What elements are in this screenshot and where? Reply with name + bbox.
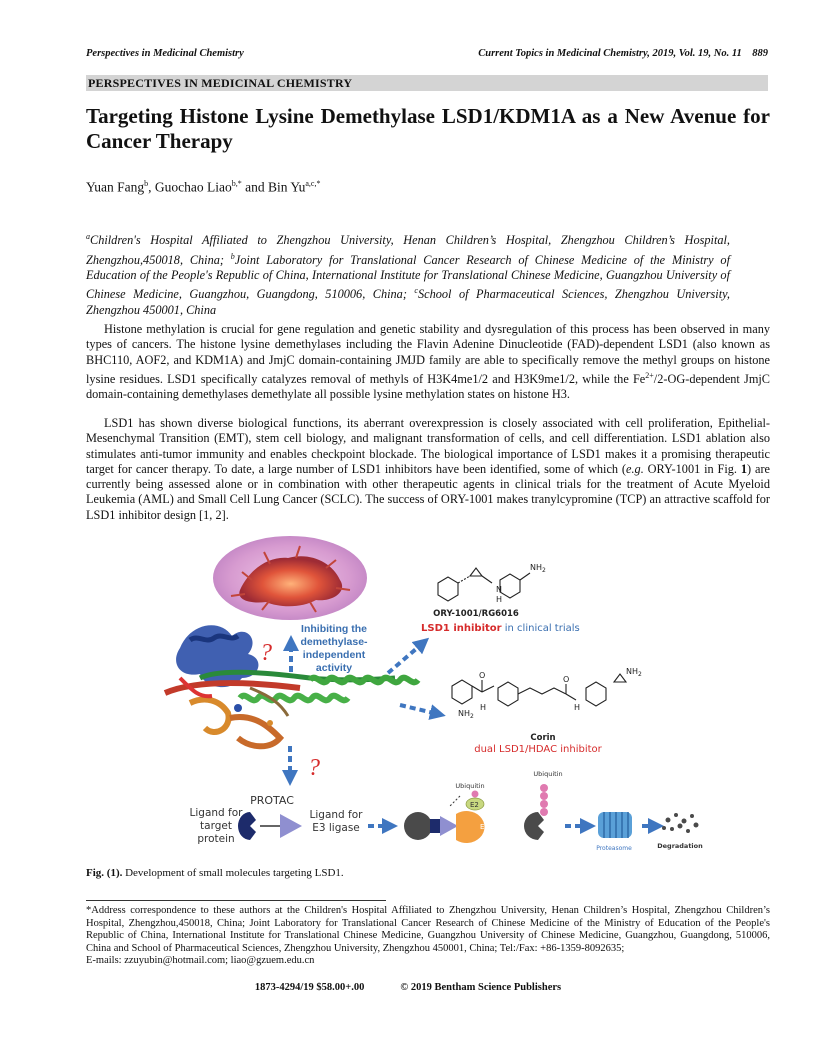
proteasome-icon <box>598 812 632 838</box>
svg-text:Ligand for: Ligand for <box>309 809 363 821</box>
ligand-e3-label <box>310 809 364 834</box>
arrow-to-ory <box>388 643 423 673</box>
ory-n: N <box>496 585 502 594</box>
figure-1 <box>120 528 720 858</box>
degradation-fragments <box>662 813 699 833</box>
corin-o-right: O <box>563 675 570 684</box>
running-header-right <box>478 48 768 59</box>
ubiquitinated-target <box>524 784 548 840</box>
protac-molecule <box>238 812 302 840</box>
page-footer <box>0 982 816 993</box>
svg-text:activity: activity <box>315 662 353 674</box>
running-header-left: Perspectives in Medicinal Chemistry <box>86 48 244 59</box>
ubiquitin-label: Ubiquitin <box>533 770 563 778</box>
e2-label: E2 <box>470 801 479 809</box>
lsd1-inhibitor-label: LSD1 inhibitor in clinical trials <box>421 623 580 634</box>
author-name: Yuan Fang <box>86 179 145 195</box>
degradation-label: Degradation <box>657 842 703 850</box>
affiliations: $^a$Children's Hospital Affiliated to Zhengzhou University, Henan Children’s Hospital, Zhengzhou Children’s Hospital, Zhengzhou,450018, China; $^b$Joint Laboratory for Translational Cancer Research of Chinese Medicine of the Ministry of Education of the People's Republic of China, International Institute for Translational Chinese Medicine, Guangzhou University of Chinese Medicine, Guangzhou, Guangdong, 510006, China; $^c$School of Pharmaceutical Sciences, Zhengzhou University, Zhengzhou 450001, China <box>86 232 730 317</box>
correspondence-footnote: *Address correspondence to these authors at the Children's Hospital Affiliated to Zhengzhou University, Henan Children’s Hospital, Zhengzhou Children’s Hospital, Zhengzhou,450018, China; Joint Laboratory for Translational Cancer Research of Chinese Medicine of the Ministry of Education of the People's Republic of China, International Institute for Translational Chinese Medicine, Guangzhou University of Chinese Medicine, Guangzhou, Guangdong, 510006, China and School of Pharmaceutical Sciences, Zhengzhou University, Zhengzhou 450001, China; Tel:/Fax: +86-1359-8092635; E-mails: zzuyubin@hotmail.com; liao@gzuem.edu.cn <box>86 905 770 967</box>
ory-name: ORY-1001/RG6016 <box>433 609 519 619</box>
svg-text:independent: independent <box>302 649 366 661</box>
svg-text:Ligand for: Ligand for <box>189 807 243 819</box>
footnote-rule <box>86 900 386 901</box>
svg-text:protein: protein <box>197 833 235 845</box>
ory-h: H <box>496 595 503 604</box>
svg-text:E3 ligase: E3 ligase <box>312 822 360 834</box>
author-affil-mark: a,c,* <box>305 179 321 188</box>
e3-ligase-complex <box>404 791 489 844</box>
emails: E-mails: zzuyubin@hotmail.com; liao@gzuem.edu.cn <box>86 955 315 967</box>
author-affil-mark: b <box>144 179 149 188</box>
lsd1-protein-structure <box>165 625 418 746</box>
svg-text:target: target <box>200 820 232 832</box>
corin-nh2-left: $NH_2$ <box>458 709 474 720</box>
ligand-target-label <box>190 807 244 845</box>
author-name: Guochao Liao <box>154 179 232 195</box>
author-list: Yuan Fang$^b$, Guochao Liao$^{b,*}$ and Bin $Yu^{a,c,*}$ <box>86 179 321 195</box>
body-paragraph-2: LSD1 has shown diverse biological functions, its aberrant overexpression is closely associated with cell proliferation, Epithelial-Mesenchymal Transition (EMT), stem cell biology, and malignant transformation of cells, and cell differentiation. LSD1 ablation also stimulates anti-tumor immunity and enables checkpoint blockade. The biological importance of LSD1 makes it a promising therapeutic target for cancer therapy. To date, a large number of LSD1 inhibitors have been identified, some of which (e.g. ORY-1001 in Fig. 1) are currently being assessed alone or in combination with other therapeutic agents in clinical trials for the treatment of Acute Myeloid Leukemia (AML) and Small Cell Lung Cancer (SCLC). The success of ORY-1001 makes tranylcypromine (TCP) an attractive scaffold for LSD1 inhibitor design [1, 2]. <box>86 416 770 522</box>
question-mark-lower: ? <box>308 755 320 781</box>
dual-inhibitor-label: dual LSD1/HDAC inhibitor <box>474 744 602 755</box>
section-heading: PERSPECTIVES IN MEDICINAL CHEMISTRY <box>86 75 768 91</box>
issn: 1873-4294/19 $58.00+.00 <box>254 982 365 993</box>
svg-text:demethylase-: demethylase- <box>300 636 368 648</box>
corin-o-left: O <box>479 671 486 680</box>
question-mark-upper: ? <box>260 640 272 666</box>
corin-h-left: H <box>480 703 487 712</box>
svg-text:Inhibiting the: Inhibiting the <box>301 623 367 635</box>
corin-name: Corin <box>530 733 556 743</box>
cancer-cell-illustration <box>213 536 367 620</box>
body-paragraph-1: Histone methylation is crucial for gene regulation and genetic stability and dysregulation of this process has been observed in many types of cancers. The histone lysine demethylases including the Flavin Adenine Dinucleotide (FAD)-dependent LSD1 (also known as BHC110, AOF2, and KDM1A) and JmjC domain-containing JMJD family are able to specifically remove the methyl groups on histone lysine residues. LSD1 specifically catalyzes removal of methyls of H3K4me1/2 and H3K9me1/2, while the $Fe^{2+}/2-OG$-dependent JmjC domain-containing demethylases demethylate all possible lysine methylation states on histone H3. <box>86 322 771 402</box>
protac-label: PROTAC <box>250 794 294 807</box>
ubiquitin-label-e2: Ubiquitin <box>455 782 485 790</box>
copyright: © 2019 Bentham Science Publishers <box>400 982 562 993</box>
corin-nh2-right: $NH_2$ <box>626 667 642 678</box>
e3-ligand-shape <box>280 814 302 838</box>
figure-reference[interactable]: 1 <box>740 461 748 476</box>
e3-label: E3 <box>480 823 489 831</box>
page-number: 889 <box>752 48 768 59</box>
author-name: Bin Yu <box>267 179 306 195</box>
proteasome-label: Proteasome <box>596 845 632 852</box>
inhibiting-label <box>300 623 368 674</box>
arrow-to-corin <box>400 705 438 714</box>
corin-h-right: H <box>574 703 581 712</box>
ory-nh2: $NH_2$ <box>530 563 546 574</box>
article-title: Targeting Histone Lysine Demethylase LSD1/KDM1A as a New Avenue for Cancer Therapy <box>86 104 770 153</box>
ory-1001-structure <box>438 568 530 601</box>
journal-citation: Current Topics in Medicinal Chemistry, 2019, Vol. 19, No. 11 <box>478 48 742 59</box>
author-affil-mark: b,* <box>231 179 242 188</box>
figure-caption: Fig. (1). Development of small molecules targeting LSD1. <box>86 867 344 879</box>
